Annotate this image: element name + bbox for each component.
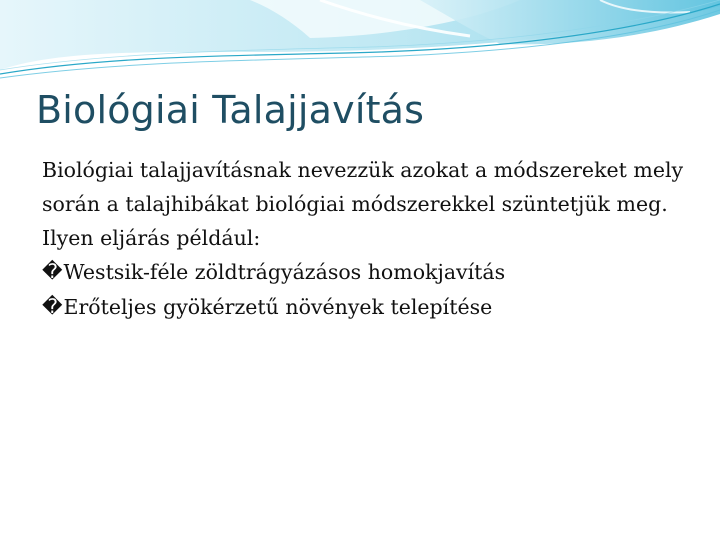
bullet-text: Westsik-féle zöldtrágyázásos homokjavítás xyxy=(63,260,506,284)
bullet-item xyxy=(42,255,692,290)
header-wave-decoration xyxy=(0,0,720,90)
replacement-char-icon: � xyxy=(42,259,63,283)
intro-paragraph: Biológiai talajjavításnak nevezzük azokat a módszereket mely során a talajhibákat biológiai módszerekkel szüntetjük meg. Ilyen eljárás például: xyxy=(42,158,684,250)
slide-body xyxy=(42,153,692,325)
slide-title: Biológiai Talajjavítás xyxy=(36,88,425,132)
bullet-text: Erőteljes gyökérzetű növények telepítése xyxy=(63,295,493,319)
replacement-char-icon: � xyxy=(42,294,63,318)
bullet-item xyxy=(42,290,692,325)
